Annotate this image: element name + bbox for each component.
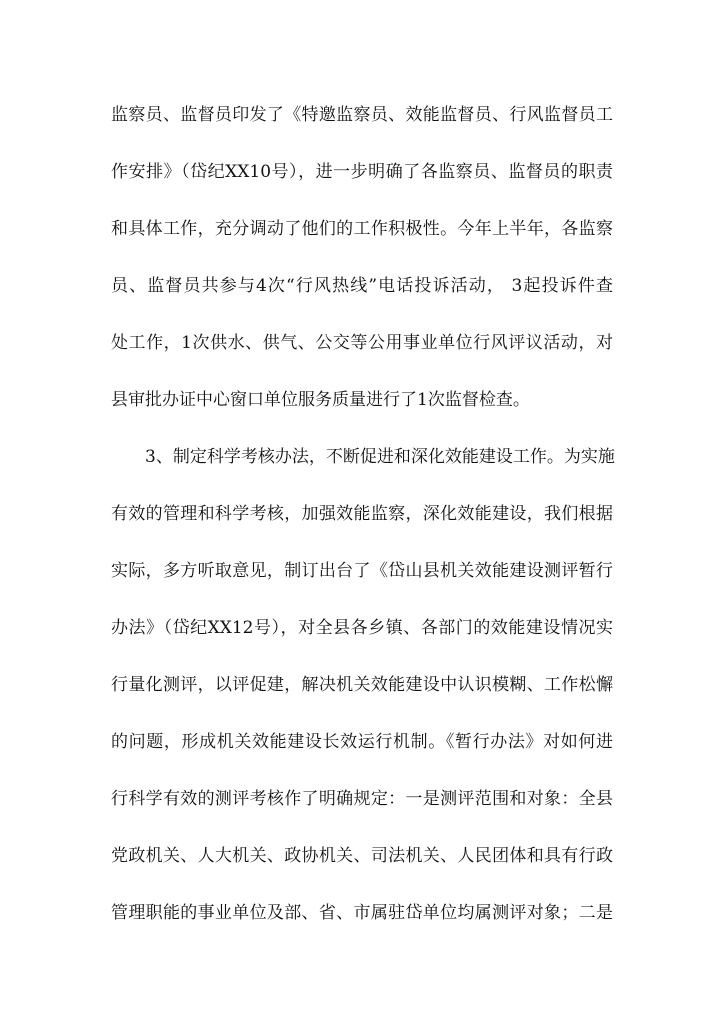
text-line-15: 管理职能的事业单位及部、省、市属驻岱单位均属测评对象；二是: [111, 903, 613, 923]
text-line-7: 3、制定科学考核办法，不断促进和深化效能建设工作。为实施: [145, 447, 615, 467]
text-line-8: 有效的管理和科学考核，加强效能监察，深化效能建设，我们根据: [111, 504, 613, 524]
text-line-9: 实际，多方听取意见，制订出台了《岱山县机关效能建设测评暂行: [111, 561, 613, 581]
text-line-10: 办法》（岱纪XX12号），对全县各乡镇、各部门的效能建设情况实: [111, 618, 613, 638]
text-line-14: 党政机关、人大机关、政协机关、司法机关、人民团体和具有行政: [111, 846, 613, 866]
text-line-11: 行量化测评，以评促建，解决机关效能建设中认识模糊、工作松懈: [111, 675, 613, 695]
text-line-5: 处工作，1次供水、供气、公交等公用事业单位行风评议活动，对: [111, 333, 613, 353]
text-line-13: 行科学有效的测评考核作了明确规定：一是测评范围和对象：全县: [111, 789, 613, 809]
text-line-4: 员、监督员共参与4次“行风热线”电话投诉活动， 3起投诉件查: [111, 276, 613, 296]
text-line-12: 的问题，形成机关效能建设长效运行机制。《暂行办法》对如何进: [111, 732, 613, 752]
text-line-3: 和具体工作，充分调动了他们的工作积极性。今年上半年，各监察: [111, 219, 613, 239]
text-line-6: 县审批办证中心窗口单位服务质量进行了1次监督检查。: [111, 390, 530, 410]
text-line-1: 监察员、监督员印发了《特邀监察员、效能监督员、行风监督员工: [111, 105, 613, 125]
text-line-2: 作安排》（岱纪XX10号），进一步明确了各监察员、监督员的职责: [111, 162, 613, 182]
